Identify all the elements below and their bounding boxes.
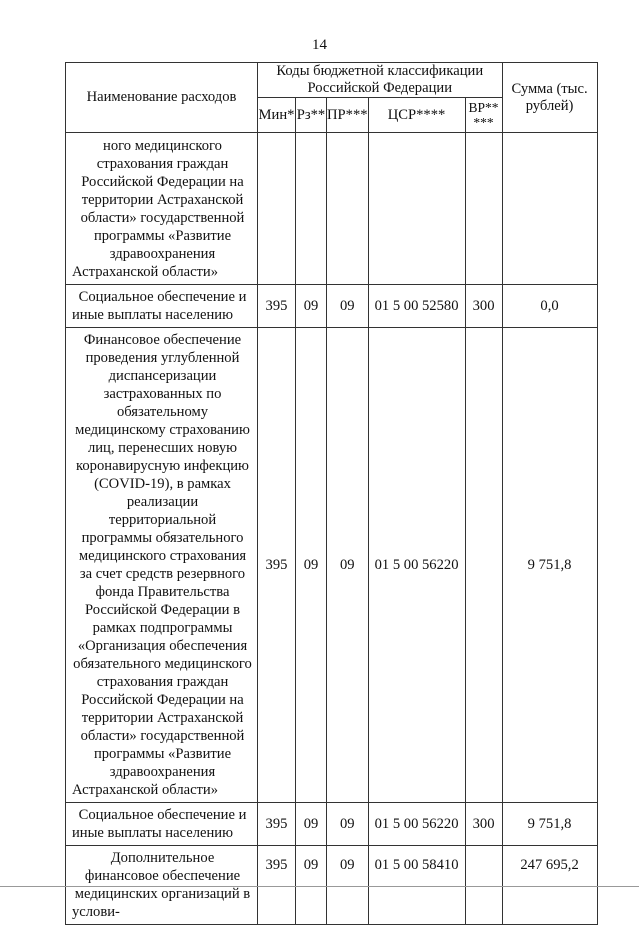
row-name: Социальное обеспечение и иные выплаты населению: [66, 285, 258, 328]
row-min: 395: [258, 846, 296, 925]
row-name: ного медицинского страхования граждан Российской Федерации на территории Астраханской области» государственной программы «Развитие здравоохранения Астраханской области»: [66, 133, 258, 285]
row-vr: 300: [465, 285, 502, 328]
table-row: [66, 846, 598, 925]
row-pr: 09: [327, 803, 369, 846]
table-row: [66, 328, 598, 803]
row-name: Финансовое обеспечение проведения углубленной диспансеризации застрахованных по обязательному медицинскому страхованию лиц, перенесших новую коронавирусную инфекцию (COVID-19), в рамках реализации территориальной программы обязательного медицинского страхования за счет средств резервного фонда Правительства Российской Федерации в рамках подпрограммы «Организация обеспечения обязательного медицинского страхования граждан Российской Федерации на территории Астраханской области» государственной программы «Развитие здравоохранения Астраханской области»: [66, 328, 258, 803]
row-rz: 09: [296, 803, 327, 846]
row-sum: 9 751,8: [502, 803, 597, 846]
row-pr: 09: [327, 328, 369, 803]
row-pr: [327, 133, 369, 285]
header-csr: ЦСР****: [368, 98, 465, 133]
table-row: [66, 133, 598, 285]
page-number: 14: [312, 37, 327, 53]
row-vr: [465, 846, 502, 925]
row-min: 395: [258, 328, 296, 803]
row-rz: 09: [296, 846, 327, 925]
row-csr: [368, 133, 465, 285]
row-csr: 01 5 00 56220: [368, 803, 465, 846]
row-csr: 01 5 00 52580: [368, 285, 465, 328]
header-min: Мин*: [258, 98, 296, 133]
header-rz: Рз**: [296, 98, 327, 133]
budget-table: [65, 62, 598, 925]
header-row-1: [66, 63, 598, 98]
table-row: [66, 803, 598, 846]
row-rz: 09: [296, 285, 327, 328]
header-name: Наименование расходов: [66, 63, 258, 133]
row-vr: 300: [465, 803, 502, 846]
row-vr: [465, 328, 502, 803]
row-name: Социальное обеспечение и иные выплаты населению: [66, 803, 258, 846]
page-bottom-rule: [0, 886, 639, 887]
row-rz: [296, 133, 327, 285]
row-rz: 09: [296, 328, 327, 803]
row-sum: 9 751,8: [502, 328, 597, 803]
row-pr: 09: [327, 285, 369, 328]
row-min: [258, 133, 296, 285]
row-name: Дополнительное финансовое обеспечение медицинских организаций в услови-: [66, 846, 258, 925]
row-pr: 09: [327, 846, 369, 925]
row-sum: 0,0: [502, 285, 597, 328]
row-csr: 01 5 00 56220: [368, 328, 465, 803]
row-sum: 247 695,2: [502, 846, 597, 925]
row-min: 395: [258, 285, 296, 328]
row-sum: [502, 133, 597, 285]
header-pr: ПР***: [327, 98, 369, 133]
header-sum: Сумма (тыс. рублей): [502, 63, 597, 133]
header-codes-group: Коды бюджетной классификации Российской Федерации: [258, 63, 503, 98]
row-vr: [465, 133, 502, 285]
table-row: [66, 285, 598, 328]
row-csr: 01 5 00 58410: [368, 846, 465, 925]
header-vr: ВР** ***: [465, 98, 502, 133]
row-min: 395: [258, 803, 296, 846]
